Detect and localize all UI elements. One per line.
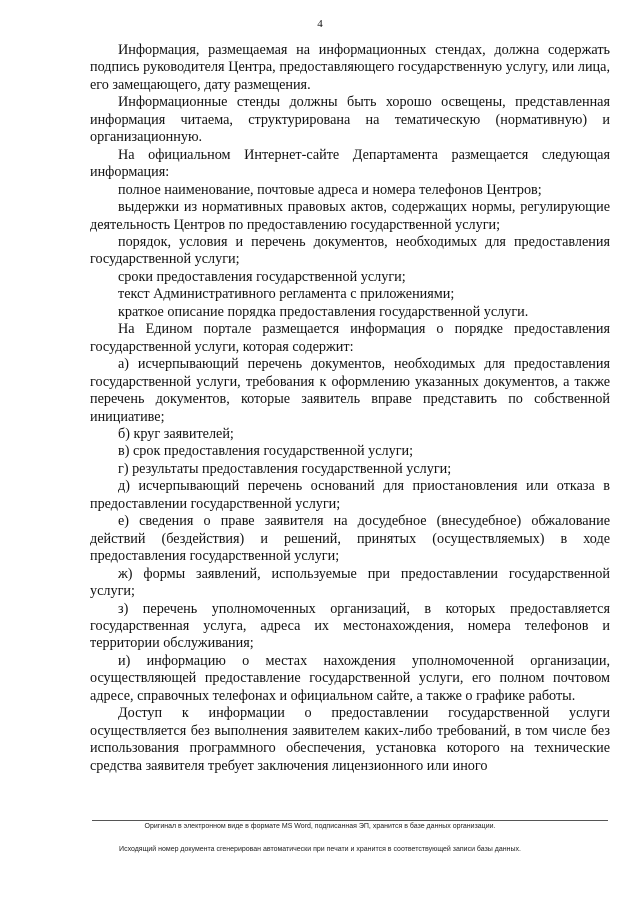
list-item: и) информацию о местах нахождения уполномоченной организации, осуществляющей предоставление государственной услуги, его полном почтовом адресе, справочных телефонах и официальном сайте, а также о графике работы. (90, 652, 610, 704)
list-item: б) круг заявителей; (118, 425, 234, 442)
footer-note-number: Исходящий номер документа сгенерирован автоматически при печати и хранится в соответствующей записи базы данных. (119, 846, 521, 853)
list-item: ж) формы заявлений, используемые при предоставлении государственной услуги; (90, 565, 610, 600)
list-item: выдержки из нормативных правовых актов, содержащих нормы, регулирующие деятельность Центров по предоставлению государственной услуги; (90, 199, 610, 233)
list-item: порядок, условия и перечень документов, необходимых для предоставления государственной услуги; (90, 233, 610, 268)
list-item: краткое описание порядка предоставления государственной услуги. (118, 303, 529, 320)
paragraph: На официальном Интернет-сайте Департамента размещается следующая информация: (90, 146, 610, 181)
page-number: 4 (317, 18, 323, 30)
list-item: г) результаты предоставления государственной услуги; (118, 460, 452, 477)
list-item: е) сведения о праве заявителя на досудебное (внесудебное) обжалование действий (бездействия) и решений, принятых (осуществляемых) в ходе предоставления государственной услуги; (90, 513, 610, 565)
list-item: а) исчерпывающий перечень документов, необходимых для предоставления государственной услуги, требования к оформлению указанных документов, а также перечень документов, которые заявитель вправе представить по собственной инициативе; (90, 356, 610, 425)
document-body (90, 42, 610, 775)
paragraph: Доступ к информации о предоставлении государственной услуги осуществляется без выполнения заявителем каких-либо требований, в том числе без использования программного обеспечения, установка которого на технические средства заявителя требует заключения лицензионного или иного (90, 705, 610, 774)
paragraph: Информационные стенды должны быть хорошо освещены, представленная информация читаема, структурирована на тематическую (нормативную) и организационную. (90, 94, 610, 146)
list-item: з) перечень уполномоченных организаций, в которых предоставляется государственная услуга, адреса их местонахождения, номера телефонов и территории обслуживания; (90, 600, 610, 652)
paragraph: Информация, размещаемая на информационных стендах, должна содержать подпись руководителя Центра, предоставляющего государственную услугу, или лица, его замещающего, дату размещения. (90, 42, 610, 93)
footer-note-original: Оригинал в электронном виде в формате MS Word, подписанная ЭП, хранится в базе данных организации. (144, 823, 496, 830)
footer-divider (92, 820, 608, 821)
paragraph: На Едином портале размещается информация о порядке предоставления государственной услуги, которая содержит: (90, 321, 610, 355)
list-item: сроки предоставления государственной услуги; (118, 268, 406, 285)
list-item: текст Административного регламента с приложениями; (118, 286, 455, 303)
list-item: в) срок предоставления государственной услуги; (118, 443, 414, 460)
list-item: полное наименование, почтовые адреса и номера телефонов Центров; (118, 181, 542, 198)
list-item: д) исчерпывающий перечень оснований для приостановления или отказа в предоставлении государственной услуги; (90, 478, 610, 512)
